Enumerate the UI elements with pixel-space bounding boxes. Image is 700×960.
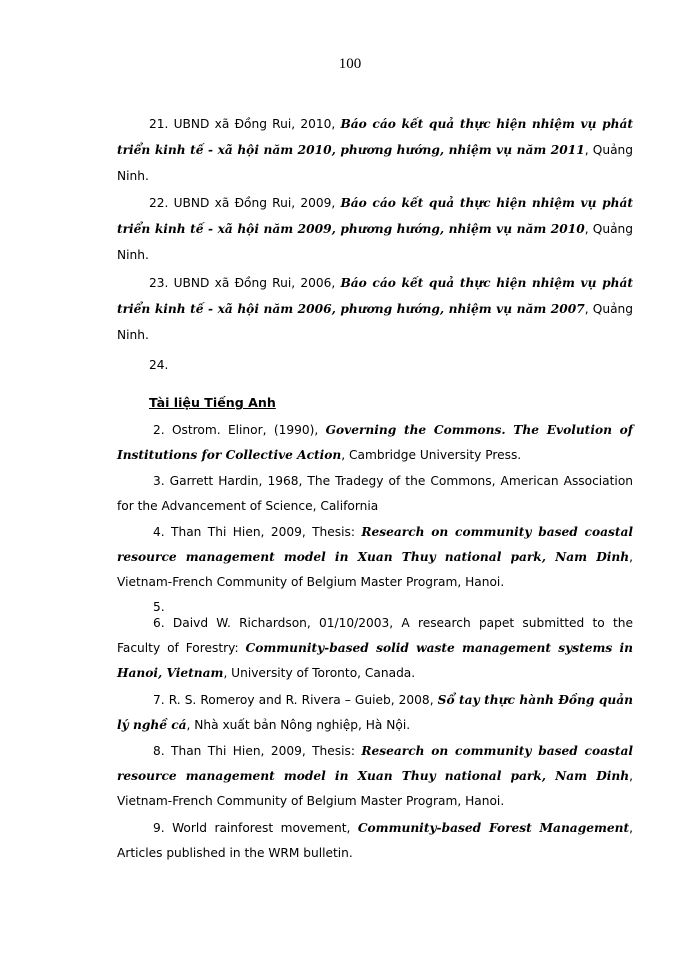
reference-6	[117, 611, 633, 686]
reference-lead: 4. Than Thi Hien, 2009, Thesis:	[153, 525, 355, 539]
reference-tail: , Quảng Ninh.	[117, 143, 633, 183]
reference-tail: , Nhà xuất bản Nông nghiệp, Hà Nội.	[186, 718, 411, 732]
reference-9	[117, 816, 633, 866]
reference-tail: , Quảng Ninh.	[117, 302, 633, 342]
reference-title: Community-based solid waste management systems in Hanoi, Vietnam	[117, 641, 634, 680]
reference-22	[117, 190, 633, 268]
reference-lead: 23. UBND xã Đồng Rui, 2006,	[149, 276, 336, 290]
reference-title: Governing the Commons. The Evolution of Institutions for Collective Action	[117, 423, 634, 462]
reference-lead: 9. World rainforest movement,	[153, 821, 351, 835]
english-section-heading: Tài liệu Tiếng Anh	[149, 395, 276, 410]
reference-4	[117, 520, 633, 595]
reference-tail: , Vietnam-French Community of Belgium Master Program, Hanoi.	[117, 550, 633, 589]
reference-title: Báo cáo kết quả thực hiện nhiệm vụ phát triển kinh tế - xã hội năm 2009, phương hướng, nhiệm vụ năm 2010	[117, 196, 634, 236]
reference-2	[117, 418, 633, 468]
reference-7	[117, 688, 633, 738]
reference-3	[117, 469, 633, 519]
reference-lead: 8. Than Thi Hien, 2009, Thesis:	[153, 744, 355, 758]
reference-lead: 24.	[149, 358, 169, 372]
reference-title: Community-based Forest Management	[357, 821, 630, 835]
reference-lead: 22. UBND xã Đồng Rui, 2009,	[149, 196, 336, 210]
reference-tail: , Articles published in the WRM bulletin.	[117, 821, 633, 860]
page-number: 100	[338, 56, 362, 72]
reference-title: Báo cáo kết quả thực hiện nhiệm vụ phát triển kinh tế - xã hội năm 2010, phương hướng, nhiệm vụ năm 2011	[117, 117, 634, 157]
reference-title: Sổ tay thực hành Đồng quản lý nghề cá	[117, 693, 634, 732]
reference-lead: 5.	[153, 600, 165, 614]
reference-title: Báo cáo kết quả thực hiện nhiệm vụ phát triển kinh tế - xã hội năm 2006, phương hướng, nhiệm vụ năm 2007	[117, 276, 634, 316]
reference-tail: , Cambridge University Press.	[341, 448, 522, 462]
reference-tail: , Vietnam-French Community of Belgium Master Program, Hanoi.	[117, 769, 633, 808]
reference-lead: 7. R. S. Romeroy and R. Rivera – Guieb, 2008,	[153, 693, 434, 707]
reference-title: Research on community based coastal resource management model in Xuan Thuy national park, Nam Dinh	[117, 744, 634, 783]
reference-lead: 6. Daivd W. Richardson, 01/10/2003, A research papet submitted to the Faculty of Forestry:	[117, 616, 633, 655]
reference-8	[117, 739, 633, 814]
reference-23	[117, 270, 633, 348]
reference-title: Research on community based coastal resource management model in Xuan Thuy national park, Nam Dinh	[117, 525, 634, 564]
reference-lead: 2. Ostrom. Elinor, (1990),	[153, 423, 319, 437]
reference-lead: 3. Garrett Hardin, 1968, The Tradegy of the Commons, American Association for the Advancement of Science, California	[117, 474, 633, 513]
reference-21	[117, 111, 633, 189]
reference-tail: , Quảng Ninh.	[117, 222, 633, 262]
reference-24	[117, 352, 633, 378]
reference-lead: 21. UBND xã Đồng Rui, 2010,	[149, 117, 336, 131]
reference-tail: , University of Toronto, Canada.	[223, 666, 416, 680]
